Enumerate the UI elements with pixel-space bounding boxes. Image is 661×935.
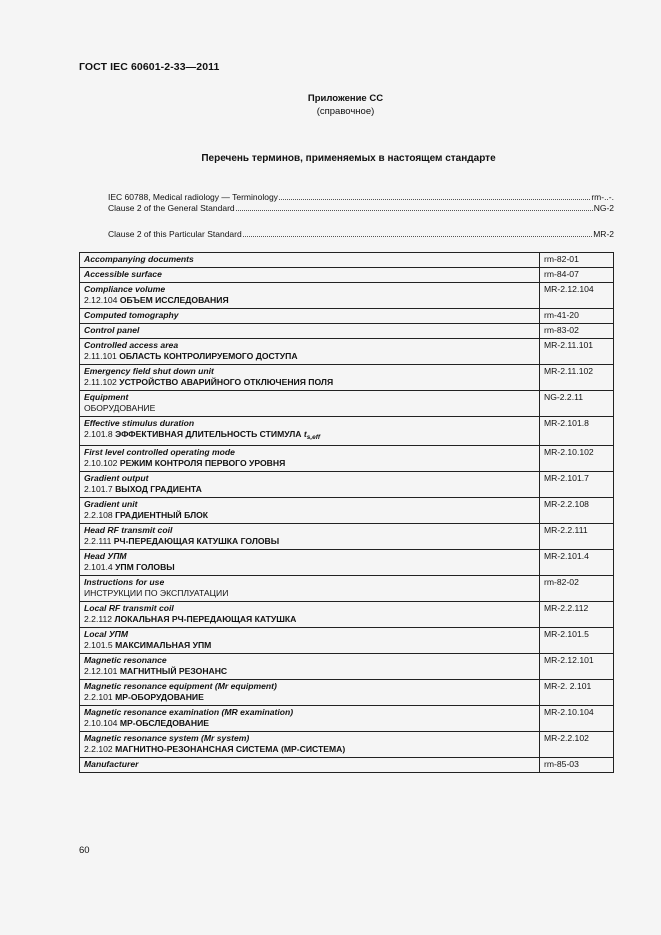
source-label: IEC 60788, Medical radiology — Terminology [108, 192, 278, 202]
term-russian-text: МР-ОБСЛЕДОВАНИЕ [119, 718, 210, 728]
term-code: MR-2.11.102 [540, 365, 614, 391]
term-russian-text: ВЫХОД ГРАДИЕНТА [115, 484, 202, 494]
table-row [80, 550, 614, 576]
term-clause-number: 2.11.102 [84, 377, 117, 387]
term-english: Head RF transmit coil [84, 525, 173, 535]
term-code: MR-2.101.5 [540, 628, 614, 654]
term-code: MR-2.2.102 [540, 732, 614, 758]
term-russian [84, 614, 535, 625]
table-row [80, 498, 614, 524]
term-russian-text: РЧ-ПЕРЕДАЮЩАЯ КАТУШКА ГОЛОВЫ [113, 536, 280, 546]
term-english: Manufacturer [84, 759, 139, 769]
term-code: MR-2.12.104 [540, 283, 614, 309]
table-row [80, 446, 614, 472]
term-russian [84, 536, 535, 547]
term-russian-text: ИНСТРУКЦИИ ПО ЭКСПЛУАТАЦИИ [84, 588, 229, 598]
term-russian-text: МР-ОБОРУДОВАНИЕ [115, 692, 204, 702]
term-clause-number: 2.10.102 [84, 458, 118, 468]
term-english: Controlled access area [84, 340, 179, 350]
term-cell [80, 654, 540, 680]
table-row [80, 524, 614, 550]
leader-dots [236, 203, 593, 211]
term-russian-text: РЕЖИМ КОНТРОЛЯ ПЕРВОГО УРОВНЯ [119, 458, 286, 468]
term-english: Magnetic resonance system (Mr system) [84, 733, 250, 743]
term-russian [84, 588, 535, 599]
term-code: MR-2.10.104 [540, 706, 614, 732]
term-code: MR-2.101.8 [540, 417, 614, 446]
document-title: Перечень терминов, применяемых в настоящем стандарте [201, 153, 496, 164]
term-cell [80, 324, 540, 339]
table-row [80, 324, 614, 339]
term-cell [80, 472, 540, 498]
term-russian [84, 718, 535, 729]
appendix-title: Приложение СС [307, 93, 384, 104]
leader-dots [279, 192, 590, 200]
term-cell [80, 706, 540, 732]
term-russian [84, 692, 535, 703]
term-cell [80, 680, 540, 706]
source-line [108, 203, 614, 214]
term-russian [84, 484, 535, 495]
appendix-subtitle: (справочное) [316, 106, 375, 117]
term-russian [84, 429, 535, 443]
term-code: NG-2.2.11 [540, 391, 614, 417]
term-russian [84, 351, 535, 362]
term-english: Magnetic resonance [84, 655, 167, 665]
term-english: First level controlled operating mode [84, 447, 235, 457]
term-clause-number: 2.101.8 [84, 429, 113, 439]
table-row [80, 365, 614, 391]
term-cell [80, 628, 540, 654]
term-clause-number: 2.2.108 [84, 510, 113, 520]
term-code: MR-2.2.111 [540, 524, 614, 550]
table-row [80, 758, 614, 773]
term-russian-text: УПМ ГОЛОВЫ [115, 562, 175, 572]
term-cell [80, 391, 540, 417]
term-clause-number: 2.101.4 [84, 562, 113, 572]
term-russian-text: МАГНИТНЫЙ РЕЗОНАНС [119, 666, 228, 676]
term-cell [80, 576, 540, 602]
term-english: Local УПМ [84, 629, 128, 639]
term-code: rm-82-02 [540, 576, 614, 602]
term-cell [80, 417, 540, 446]
term-english: Magnetic resonance examination (MR examination) [84, 707, 294, 717]
term-russian [84, 377, 535, 388]
term-russian [84, 562, 535, 573]
table-row [80, 732, 614, 758]
term-english: Equipment [84, 392, 129, 402]
table-row [80, 417, 614, 446]
table-row [80, 283, 614, 309]
term-cell [80, 732, 540, 758]
term-cell [80, 268, 540, 283]
source-code: MR-2 [593, 229, 614, 239]
page-number: 60 [79, 845, 90, 856]
term-code: rm-41-20 [540, 309, 614, 324]
table-row [80, 472, 614, 498]
term-russian-text: ГРАДИЕНТНЫЙ БЛОК [115, 510, 209, 520]
terms-table-body [80, 253, 614, 773]
source-line [108, 192, 614, 203]
term-code: MR-2.2.112 [540, 602, 614, 628]
table-row [80, 576, 614, 602]
table-row [80, 268, 614, 283]
term-code: MR-2.101.4 [540, 550, 614, 576]
term-cell [80, 602, 540, 628]
term-english: Local RF transmit coil [84, 603, 174, 613]
term-russian-text: ОБЛАСТЬ КОНТРОЛИРУЕМОГО ДОСТУПА [119, 351, 298, 361]
term-russian [84, 403, 535, 414]
appendix-heading [0, 92, 661, 118]
table-row [80, 253, 614, 268]
term-code: rm-82-01 [540, 253, 614, 268]
term-russian-text: УСТРОЙСТВО АВАРИЙНОГО ОТКЛЮЧЕНИЯ ПОЛЯ [119, 377, 334, 387]
source-label: Clause 2 of this Particular Standard [108, 229, 242, 239]
term-clause-number: 2.2.102 [84, 744, 113, 754]
term-cell [80, 365, 540, 391]
term-russian-text: ЛОКАЛЬНАЯ РЧ-ПЕРЕДАЮЩАЯ КАТУШКА [114, 614, 297, 624]
term-russian [84, 640, 535, 651]
term-russian [84, 744, 535, 755]
term-clause-number: 2.2.112 [84, 614, 113, 624]
term-cell [80, 550, 540, 576]
term-code: MR-2.101.7 [540, 472, 614, 498]
term-english: Emergency field shut down unit [84, 366, 214, 376]
term-cell [80, 446, 540, 472]
term-russian [84, 458, 535, 469]
term-english: Control panel [84, 325, 140, 335]
table-row [80, 602, 614, 628]
term-russian-text: МАГНИТНО-РЕЗОНАНСНАЯ СИСТЕМА (МР-СИСТЕМА) [115, 744, 346, 754]
term-english: Magnetic resonance equipment (Mr equipment) [84, 681, 277, 691]
term-clause-number: 2.101.7 [84, 484, 113, 494]
term-english: Accompanying documents [84, 254, 194, 264]
term-symbol-subscript: s,eff [306, 434, 320, 441]
term-clause-number: 2.2.101 [84, 692, 113, 702]
term-english: Accessible surface [84, 269, 162, 279]
term-english: Effective stimulus duration [84, 418, 195, 428]
table-row [80, 654, 614, 680]
source-code: NG-2 [593, 203, 614, 213]
term-russian [84, 510, 535, 521]
term-russian-text: ОБОРУДОВАНИЕ [84, 403, 156, 413]
table-row [80, 339, 614, 365]
term-cell [80, 758, 540, 773]
term-cell [80, 253, 540, 268]
term-code: MR-2.2.108 [540, 498, 614, 524]
term-cell [80, 524, 540, 550]
table-row [80, 680, 614, 706]
term-code: MR-2.10.102 [540, 446, 614, 472]
term-clause-number: 2.12.104 [84, 295, 118, 305]
term-code: MR-2.12.101 [540, 654, 614, 680]
term-clause-number: 2.2.111 [84, 536, 112, 546]
term-code: MR-2.11.101 [540, 339, 614, 365]
term-russian [84, 295, 535, 306]
term-clause-number: 2.101.5 [84, 640, 113, 650]
source-line [108, 229, 614, 240]
leader-dots [243, 229, 593, 237]
term-clause-number: 2.12.101 [84, 666, 118, 676]
term-cell [80, 309, 540, 324]
source-code: rm-..-. [591, 192, 614, 202]
term-english: Gradient output [84, 473, 149, 483]
term-code: rm-83-02 [540, 324, 614, 339]
term-cell [80, 498, 540, 524]
source-label: Clause 2 of the General Standard [108, 203, 235, 213]
source-list [108, 192, 614, 240]
table-row [80, 391, 614, 417]
term-english: Head УПМ [84, 551, 127, 561]
term-russian [84, 666, 535, 677]
standard-header: ГОСТ IEC 60601-2-33—2011 [79, 61, 220, 73]
term-code: MR-2. 2.101 [540, 680, 614, 706]
table-row [80, 309, 614, 324]
term-code: rm-85-03 [540, 758, 614, 773]
term-cell [80, 339, 540, 365]
term-symbol: t [303, 429, 307, 439]
term-cell [80, 283, 540, 309]
term-english: Gradient unit [84, 499, 138, 509]
term-english: Compliance volume [84, 284, 166, 294]
term-english: Instructions for use [84, 577, 165, 587]
term-english: Computed tomography [84, 310, 179, 320]
term-code: rm-84-07 [540, 268, 614, 283]
table-row [80, 706, 614, 732]
term-russian-text: МАКСИМАЛЬНАЯ УПМ [115, 640, 212, 650]
term-russian-text: ЭФФЕКТИВНАЯ ДЛИТЕЛЬНОСТЬ СТИМУЛА [115, 429, 304, 439]
term-clause-number: 2.10.104 [84, 718, 118, 728]
terms-table [79, 252, 614, 773]
term-clause-number: 2.11.101 [84, 351, 117, 361]
term-russian-text: ОБЪЕМ ИССЛЕДОВАНИЯ [119, 295, 229, 305]
table-row [80, 628, 614, 654]
